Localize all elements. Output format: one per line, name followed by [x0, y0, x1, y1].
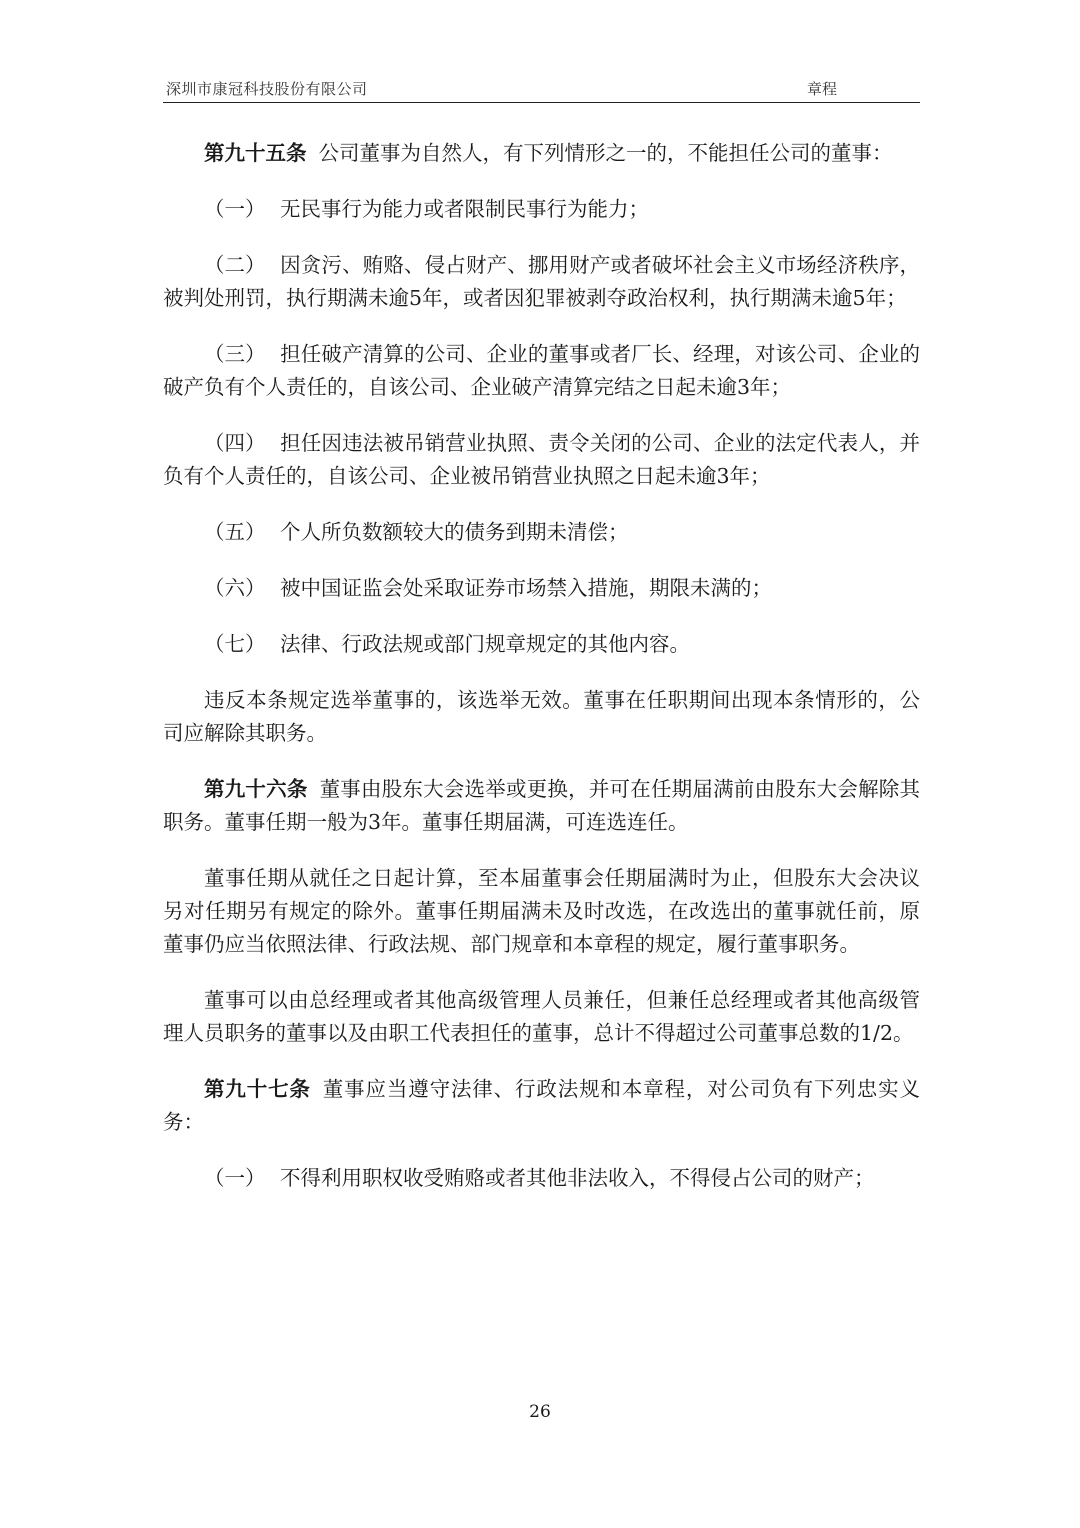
article-96-heading	[163, 773, 920, 839]
article-96-paragraph-2: 董事任期从就任之日起计算，至本届董事会任期届满时为止，但股东大会决议另对任期另有规定的除外。董事任期届满未及时改选，在改选出的董事就任前，原董事仍应当依照法律、行政法规、部门规章和本章程的规定，履行董事职务。	[163, 866, 920, 956]
article-95-item-6	[163, 572, 920, 605]
item-number: （六）	[204, 576, 266, 600]
article-text: 公司董事为自然人，有下列情形之一的，不能担任公司的董事：	[318, 141, 893, 165]
article-95-item-1	[163, 193, 920, 226]
article-95-heading	[163, 137, 920, 170]
article-number: 第九十六条	[204, 777, 308, 801]
item-text: 因贪污、贿赂、侵占财产、挪用财产或者破坏社会主义市场经济秩序，被判处刑罚，执行期满未逾5年，或者因犯罪被剥夺政治权利，执行期满未逾5年；	[163, 253, 920, 310]
item-number: （五）	[204, 520, 266, 544]
item-number: （三）	[204, 342, 266, 366]
article-95-item-7	[163, 628, 920, 661]
item-text: 法律、行政法规或部门规章规定的其他内容。	[280, 632, 690, 656]
item-number: （七）	[204, 632, 266, 656]
item-text: 担任破产清算的公司、企业的董事或者厂长、经理，对该公司、企业的破产负有个人责任的，自该公司、企业破产清算完结之日起未逾3年；	[163, 342, 920, 399]
article-95-item-5	[163, 516, 920, 549]
item-text: 不得利用职权收受贿赂或者其他非法收入，不得侵占公司的财产；	[280, 1166, 875, 1190]
article-text: 董事应当遵守法律、行政法规和本章程，对公司负有下列忠实义务：	[163, 1077, 920, 1134]
article-96-paragraph-3: 董事可以由总经理或者其他高级管理人员兼任，但兼任总经理或者其他高级管理人员职务的董事以及由职工代表担任的董事，总计不得超过公司董事总数的1/2。	[163, 988, 920, 1045]
article-95-item-2	[163, 249, 920, 315]
item-text: 被中国证监会处采取证券市场禁入措施，期限未满的；	[280, 576, 772, 600]
header-document-type: 章程	[807, 80, 838, 98]
article-95-closing: 违反本条规定选举董事的，该选举无效。董事在任职期间出现本条情形的，公司应解除其职务。	[163, 688, 920, 745]
article-97-heading	[163, 1073, 920, 1139]
header-company-name: 深圳市康冠科技股份有限公司	[166, 80, 368, 98]
article-97-item-1	[163, 1162, 920, 1195]
item-text: 担任因违法被吊销营业执照、责令关闭的公司、企业的法定代表人，并负有个人责任的，自该公司、企业被吊销营业执照之日起未逾3年；	[163, 431, 920, 488]
document-body	[163, 137, 920, 1218]
article-95-item-3	[163, 338, 920, 404]
item-number: （四）	[204, 431, 266, 455]
article-number: 第九十五条	[204, 141, 307, 165]
page-number: 26	[529, 1402, 551, 1422]
page-header	[163, 76, 920, 103]
item-number: （二）	[204, 253, 266, 277]
article-number: 第九十七条	[204, 1077, 311, 1101]
article-95-item-4	[163, 427, 920, 493]
item-number: （一）	[204, 1166, 266, 1190]
article-text: 董事由股东大会选举或更换，并可在任期届满前由股东大会解除其职务。董事任期一般为3年。董事任期届满，可连选连任。	[163, 777, 921, 834]
item-number: （一）	[204, 197, 266, 221]
item-text: 无民事行为能力或者限制民事行为能力；	[280, 197, 649, 221]
item-text: 个人所负数额较大的债务到期未清偿；	[280, 520, 629, 544]
